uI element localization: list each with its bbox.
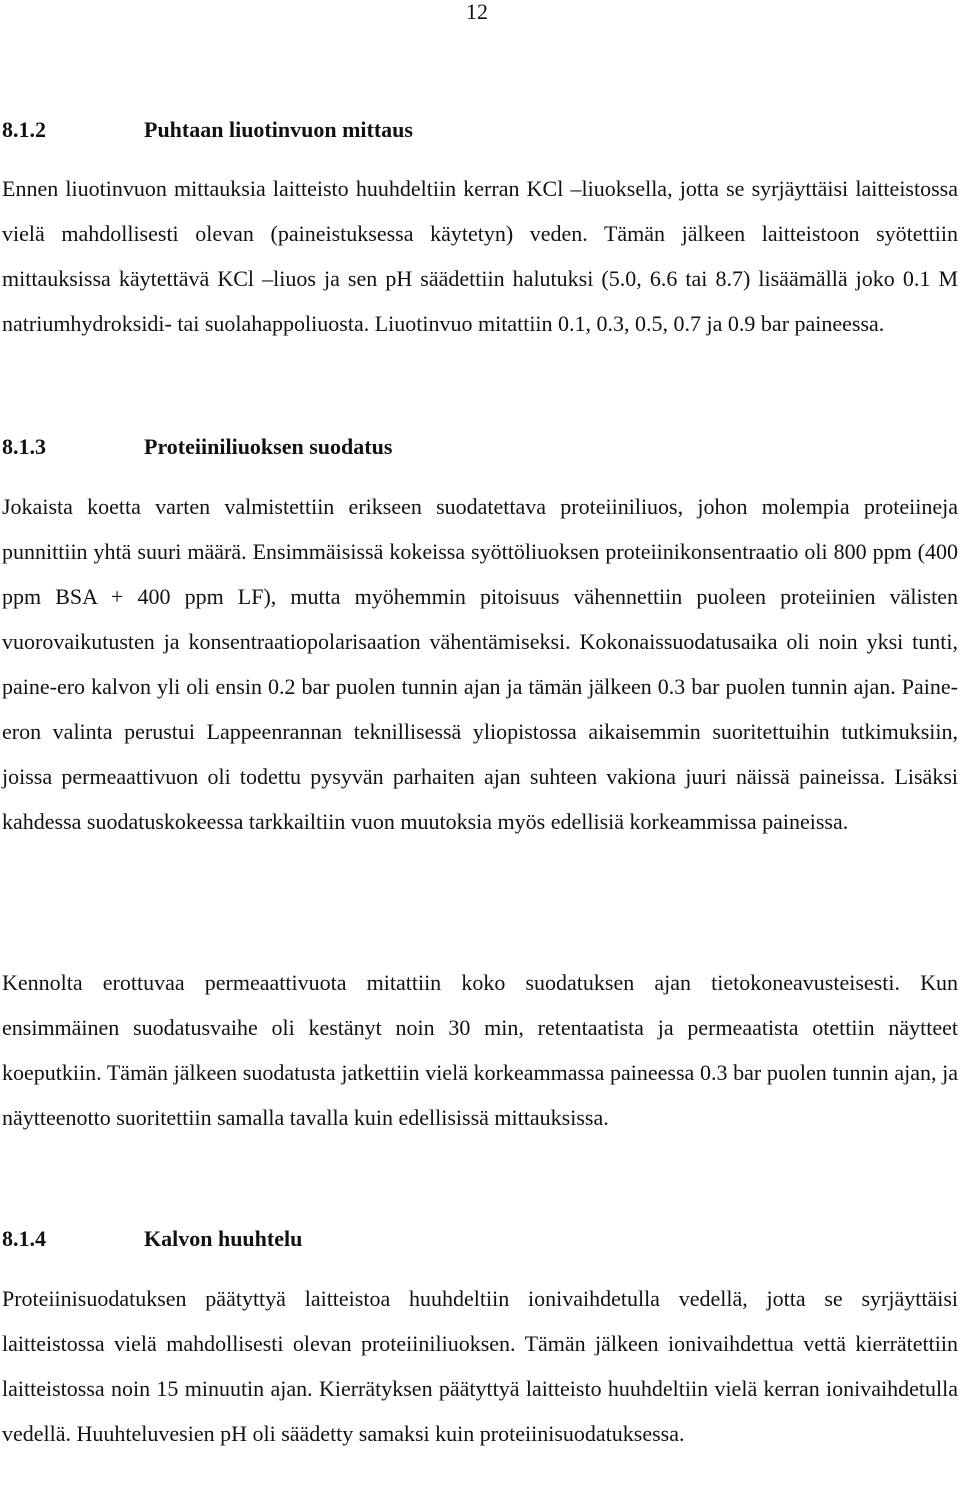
section-title: Puhtaan liuotinvuon mittaus: [144, 117, 413, 142]
section-title: Kalvon huuhtelu: [144, 1226, 303, 1251]
section-heading-8-1-2: [2, 117, 413, 143]
section-heading-8-1-4: [2, 1226, 302, 1252]
paragraph: Kennolta erottuvaa permeaattivuota mitattiin koko suodatuksen ajan tietokoneavusteisesti. Kun ensimmäinen suodatusvaihe oli kestänyt noin 30 min, retentaatista ja permeaatista otettiin näytteet koeputkiin. Tämän jälkeen suodatusta jatkettiin vielä korkeammassa paineessa 0.3 bar puolen tunnin ajan, ja näytteenotto suoritettiin samalla tavalla kuin edellisissä mittauksissa.: [2, 970, 958, 1130]
section-title: Proteiiniliuoksen suodatus: [144, 434, 393, 459]
paragraph: Ennen liuotinvuon mittauksia laitteisto huuhdeltiin kerran KCl –liuoksella, jotta se syrjäyttäisi laitteistossa vielä mahdollisesti olevan (paineistuksessa käytetyn) veden. Tämän jälkeen laitteistoon syötettiin mittauksissa käytettävä KCl –liuos ja sen pH säädettiin halutuksi (5.0, 6.6 tai 8.7) lisäämällä joko 0.1 M natriumhydroksidi- tai suolahappoliuosta. Liuotinvuo mitattiin 0.1, 0.3, 0.5, 0.7 ja 0.9 bar paineessa.: [2, 176, 958, 336]
section-heading-8-1-3: [2, 434, 392, 460]
section-number: 8.1.3: [2, 434, 46, 459]
page-number: 12: [466, 0, 488, 24]
section-number: 8.1.4: [2, 1226, 46, 1251]
paragraph: Proteiinisuodatuksen päätyttyä laitteistoa huuhdeltiin ionivaihdetulla vedellä, jotta se syrjäyttäisi laitteistossa vielä mahdollisesti olevan proteiiniliuoksen. Tämän jälkeen ionivaihdettua vettä kierrätettiin laitteistossa noin 15 minuutin ajan. Kierrätyksen päätyttyä laitteisto huuhdeltiin vielä kerran ionivaihdetulla vedellä. Huuhteluvesien pH oli säädetty samaksi kuin proteiinisuodatuksessa.: [2, 1286, 958, 1446]
section-number: 8.1.2: [2, 117, 46, 142]
paragraph: Jokaista koetta varten valmistettiin erikseen suodatettava proteiiniliuos, johon molempia proteiineja punnittiin yhtä suuri määrä. Ensimmäisissä kokeissa syöttöliuoksen proteiinikonsentraatio oli 800 ppm (400 ppm BSA + 400 ppm LF), mutta myöhemmin pitoisuus vähennettiin puoleen proteiinien välisten vuorovaikutusten ja konsentraatiopolarisaation vähentämiseksi. Kokonaissuodatusaika oli noin yksi tunti, paine-ero kalvon yli oli ensin 0.2 bar puolen tunnin ajan ja tämän jälkeen 0.3 bar puolen tunnin ajan. Paine-eron valinta perustui Lappeenrannan teknillisessä yliopistossa aikaisemmin suoritettuihin tutkimuksiin, joissa permeaattivuon oli todettu pysyvän parhaiten ajan suhteen vakiona juuri näissä paineissa. Lisäksi kahdessa suodatuskokeessa tarkkailtiin vuon muutoksia myös edellisiä korkeammissa paineissa.: [2, 494, 958, 834]
